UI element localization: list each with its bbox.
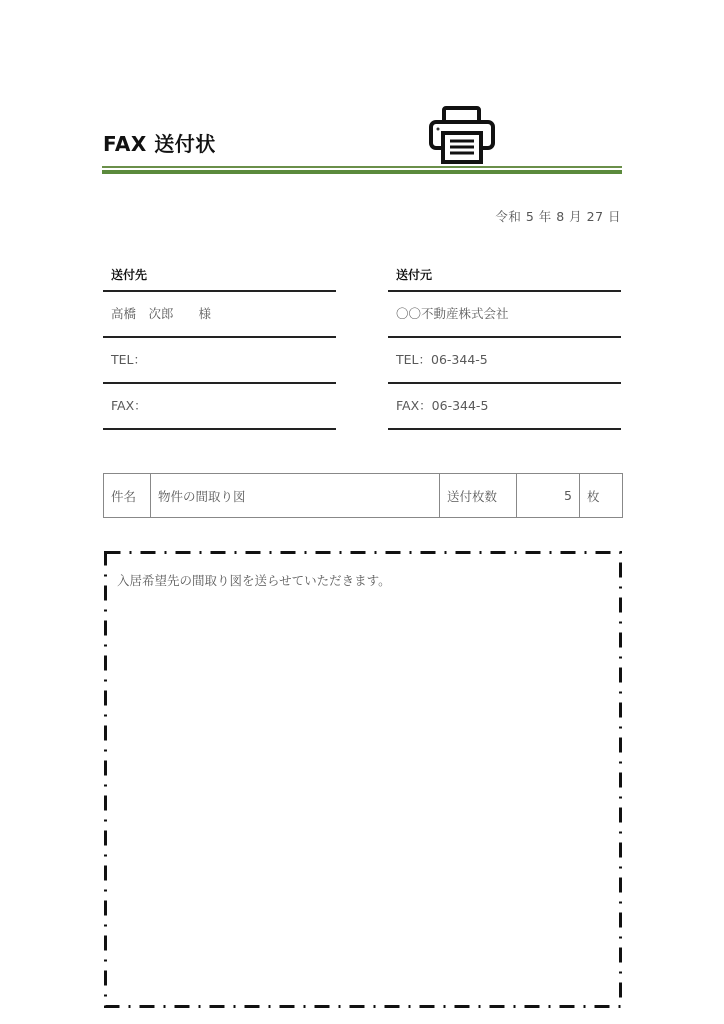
date: 令和 5 年 8 月 27 日 [495, 209, 621, 224]
subject-value-field[interactable]: 物件の間取り図 [151, 474, 440, 518]
sender-fax-field[interactable]: FAX：06-344-5 [388, 384, 621, 430]
pages-unit: 枚 [580, 474, 623, 518]
sender-company-field[interactable]: 〇〇不動産株式会社 [388, 292, 621, 338]
header-rule-thin [102, 166, 622, 168]
recipient-fax-field[interactable]: FAX： [103, 384, 336, 430]
header-rule-thick [102, 170, 622, 174]
sender-heading: 送付元 [388, 260, 621, 292]
message-body[interactable]: 入居希望先の間取り図を送らせていただきます。 [117, 573, 391, 588]
page-title: FAX 送付状 [103, 132, 216, 156]
printer-icon [428, 104, 496, 164]
pages-label: 送付枚数 [440, 474, 517, 518]
recipient-tel-field[interactable]: TEL： [103, 338, 336, 384]
subject-label: 件名 [104, 474, 151, 518]
sender-tel-field[interactable]: TEL：06-344-5 [388, 338, 621, 384]
subject-table [103, 473, 623, 518]
recipient-heading: 送付先 [103, 260, 336, 292]
message-box-border [104, 551, 622, 1008]
table-row [104, 474, 623, 518]
pages-value-field[interactable]: 5 [517, 474, 580, 518]
recipient-name-field[interactable]: 高橋 次郎 様 [103, 292, 336, 338]
recipient-block [103, 260, 336, 430]
sender-block [388, 260, 621, 430]
